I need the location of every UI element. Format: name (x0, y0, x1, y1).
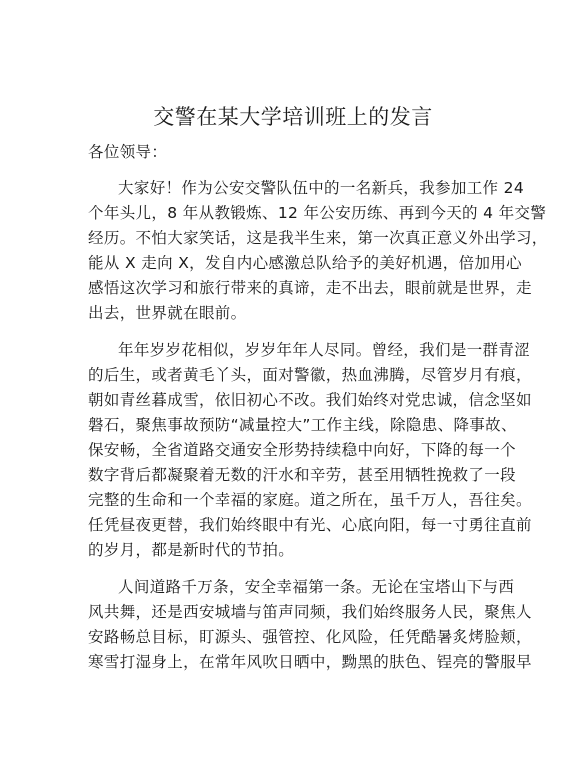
salutation: 各位领导： (88, 143, 168, 161)
paragraph-line: 个年头儿，8 年从教锻炼、12 年公安历练、再到今天的 4 年交警 (88, 204, 547, 222)
paragraph-line: 出去，世界就在眼前。 (88, 304, 247, 322)
paragraph-line: 人间道路千万条，安全幸福第一条。无论在宝塔山下与西 (118, 578, 515, 596)
paragraph-line: 朝如青丝暮成雪，依旧初心不改。我们始终对党忠诚，信念坚如 (88, 391, 532, 409)
paragraph-line: 任凭昼夜更替，我们始终眼中有光、心底向阳，每一寸勇往直前 (88, 516, 532, 534)
paragraph-line: 保安畅，全省道路交通安全形势持续稳中向好，下降的每一个 (88, 441, 516, 459)
paragraph-line: 的岁月，都是新时代的节拍。 (88, 541, 295, 559)
paragraph-line: 磐石，聚焦事故预防“减量控大”工作主线，除隐患、降事故、 (88, 416, 517, 434)
paragraph-line: 安路畅总目标，盯源头、强管控、化风险，任凭酷暑炙烤脸颊， (88, 628, 532, 646)
document-title: 交警在某大学培训班上的发言 (153, 105, 433, 129)
paragraph-line: 感悟这次学习和旅行带来的真谛，走不出去，眼前就是世界，走 (88, 279, 532, 297)
paragraph-line: 数字背后都凝聚着无数的汗水和辛劳，甚至用牺牲挽救了一段 (88, 466, 516, 484)
paragraph-line: 经历。不怕大家笑话，这是我半生来，第一次真正意义外出学习， (88, 229, 548, 247)
paragraph-line: 的后生，或者黄毛丫头，面对警徽，热血沸腾，尽管岁月有痕， (88, 366, 532, 384)
paragraph-line: 完整的生命和一个幸福的家庭。道之所在，虽千万人，吾往矣。 (88, 491, 532, 509)
paragraph-line: 风共舞，还是西安城墙与笛声同频，我们始终服务人民，聚焦人 (88, 603, 532, 621)
paragraph-line: 寒雪打湿身上，在常年风吹日晒中，黝黑的肤色、锃亮的警服早 (88, 653, 532, 671)
paragraph-line: 大家好！作为公安交警队伍中的一名新兵，我参加工作 24 (118, 179, 525, 197)
paragraph-line: 年年岁岁花相似，岁岁年年人尽同。曾经，我们是一群青涩 (118, 341, 531, 359)
paragraph-line: 能从 X 走向 X，发自内心感激总队给予的美好机遇，倍加用心 (88, 254, 523, 272)
